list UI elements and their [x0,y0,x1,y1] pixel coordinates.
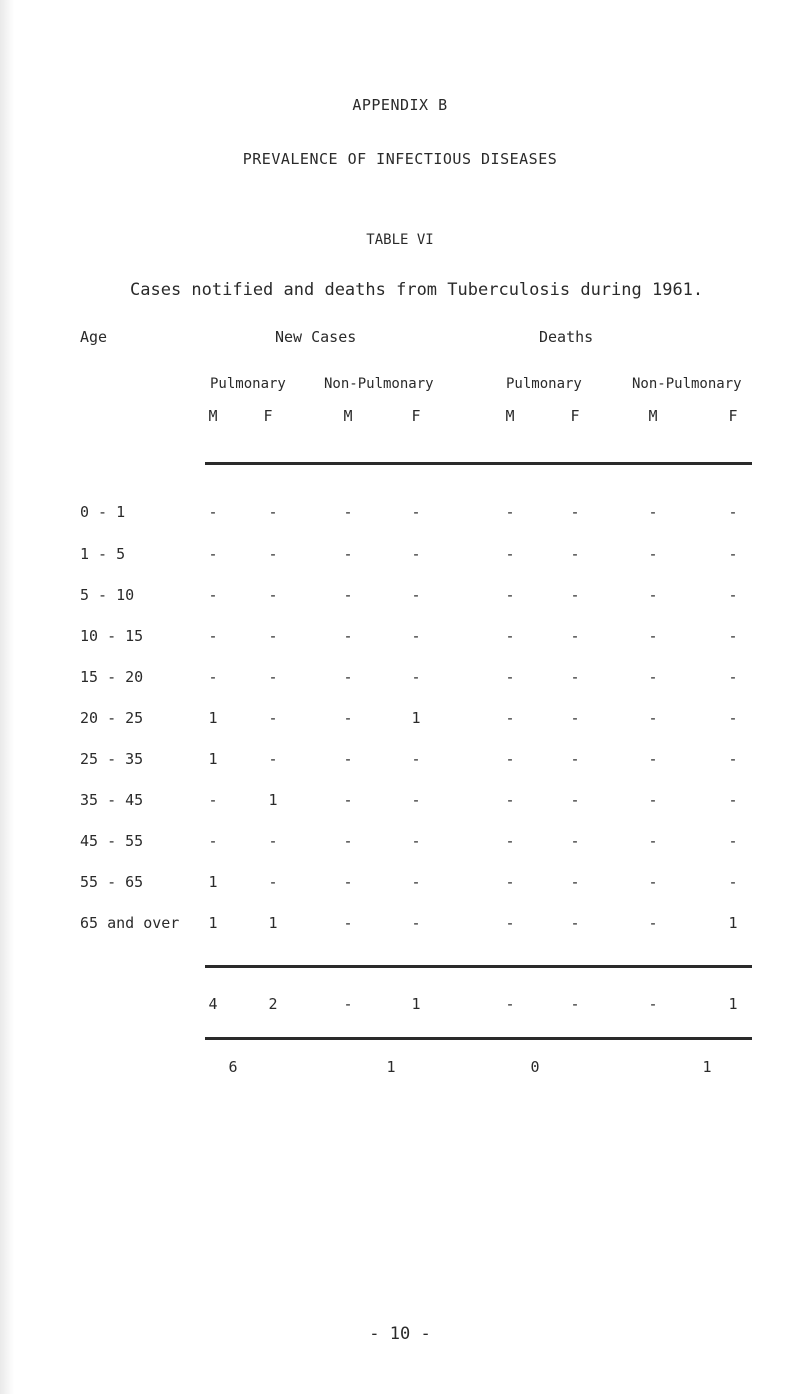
sex-header: F [263,407,273,425]
table-cell: - [268,503,278,521]
table-cell: - [648,914,658,932]
total-cell: - [570,995,580,1013]
table-caption: Cases notified and deaths from Tuberculosis during 1961. [130,280,704,300]
table-cell: - [411,586,421,604]
totals-rule [205,965,752,968]
table-cell: - [728,586,738,604]
table-cell: 1 [208,914,218,932]
table-cell: - [648,873,658,891]
table-cell: - [208,627,218,645]
sex-header: M [505,407,515,425]
table-cell: - [268,750,278,768]
group-totals-rule [205,1037,752,1040]
sex-header: M [208,407,218,425]
table-cell: - [343,503,353,521]
age-label: 0 - 1 [80,503,126,521]
age-label: 15 - 20 [80,668,144,686]
total-cell: 2 [268,995,278,1013]
table-cell: - [268,586,278,604]
table-label: TABLE VI [366,232,434,248]
appendix-heading: APPENDIX B [352,96,448,114]
table-cell: - [411,545,421,563]
table-cell: - [411,668,421,686]
group-total: 1 [386,1058,396,1076]
total-cell: 4 [208,995,218,1013]
deaths-header: Deaths [539,328,594,346]
age-label: 10 - 15 [80,627,144,645]
total-cell: 1 [728,995,738,1013]
table-cell: - [570,545,580,563]
table-cell: - [343,873,353,891]
total-cell: - [343,995,353,1013]
table-cell: - [268,873,278,891]
age-column-header: Age [80,328,108,346]
group-total: 0 [530,1058,540,1076]
table-cell: - [728,750,738,768]
table-cell: - [648,791,658,809]
table-cell: - [648,545,658,563]
table-cell: - [505,709,515,727]
table-cell: - [505,750,515,768]
table-cell: - [570,750,580,768]
table-cell: - [343,586,353,604]
new-non-pulmonary-header: Non-Pulmonary [324,376,434,392]
table-cell: - [505,791,515,809]
age-label: 1 - 5 [80,545,126,563]
table-cell: - [570,873,580,891]
table-cell: - [570,791,580,809]
sex-header: F [728,407,738,425]
section-title: PREVALENCE OF INFECTIOUS DISEASES [242,150,558,168]
table-cell: - [570,503,580,521]
table-cell: - [505,503,515,521]
sex-header: F [570,407,580,425]
table-cell: - [728,791,738,809]
table-cell: - [728,709,738,727]
age-label: 65 and over [80,914,180,932]
table-cell: - [648,709,658,727]
table-cell: - [570,668,580,686]
table-cell: - [648,586,658,604]
table-cell: - [343,750,353,768]
table-cell: 1 [411,709,421,727]
table-cell: - [208,545,218,563]
sex-header: M [648,407,658,425]
total-cell: - [505,995,515,1013]
table-cell: 1 [208,709,218,727]
table-cell: - [728,545,738,563]
new-cases-header: New Cases [275,328,357,346]
table-cell: - [411,914,421,932]
group-total: 1 [702,1058,712,1076]
table-cell: - [570,627,580,645]
table-cell: - [648,668,658,686]
table-cell: - [411,832,421,850]
table-cell: - [343,791,353,809]
age-label: 45 - 55 [80,832,144,850]
deaths-pulmonary-header: Pulmonary [506,376,582,392]
table-cell: - [268,832,278,850]
table-cell: 1 [268,914,278,932]
table-cell: 1 [208,750,218,768]
age-label: 25 - 35 [80,750,144,768]
table-cell: - [505,914,515,932]
group-total: 6 [228,1058,238,1076]
table-cell: - [208,586,218,604]
table-cell: - [505,668,515,686]
header-rule [205,462,752,465]
table-cell: - [411,873,421,891]
new-pulmonary-header: Pulmonary [210,376,286,392]
sex-header: M [343,407,353,425]
table-cell: - [728,503,738,521]
table-cell: - [208,832,218,850]
age-label: 20 - 25 [80,709,144,727]
table-cell: - [648,503,658,521]
table-cell: 1 [728,914,738,932]
table-cell: - [505,873,515,891]
total-cell: 1 [411,995,421,1013]
table-cell: - [648,627,658,645]
table-cell: - [505,627,515,645]
table-cell: - [648,750,658,768]
page-number: - 10 - [369,1324,431,1344]
table-cell: - [505,832,515,850]
table-cell: - [411,791,421,809]
table-cell: - [728,873,738,891]
table-cell: - [505,586,515,604]
table-cell: - [343,832,353,850]
table-cell: - [343,914,353,932]
table-cell: - [411,627,421,645]
table-cell: - [570,586,580,604]
table-cell: - [208,668,218,686]
table-cell: - [505,545,515,563]
age-label: 55 - 65 [80,873,144,891]
sex-header: F [411,407,421,425]
table-cell: - [728,668,738,686]
age-label: 35 - 45 [80,791,144,809]
table-cell: - [570,832,580,850]
table-cell: - [728,832,738,850]
table-cell: - [570,914,580,932]
table-cell: - [268,709,278,727]
table-cell: - [208,791,218,809]
table-cell: - [343,627,353,645]
table-cell: 1 [208,873,218,891]
age-label: 5 - 10 [80,586,135,604]
table-cell: - [343,668,353,686]
table-cell: - [268,545,278,563]
table-cell: - [268,627,278,645]
table-cell: - [343,709,353,727]
table-cell: 1 [268,791,278,809]
total-cell: - [648,995,658,1013]
table-cell: - [411,503,421,521]
table-cell: - [728,627,738,645]
table-cell: - [343,545,353,563]
table-cell: - [411,750,421,768]
table-cell: - [268,668,278,686]
table-cell: - [208,503,218,521]
scan-edge-shadow [0,0,14,1394]
deaths-non-pulmonary-header: Non-Pulmonary [632,376,742,392]
table-cell: - [570,709,580,727]
table-cell: - [648,832,658,850]
